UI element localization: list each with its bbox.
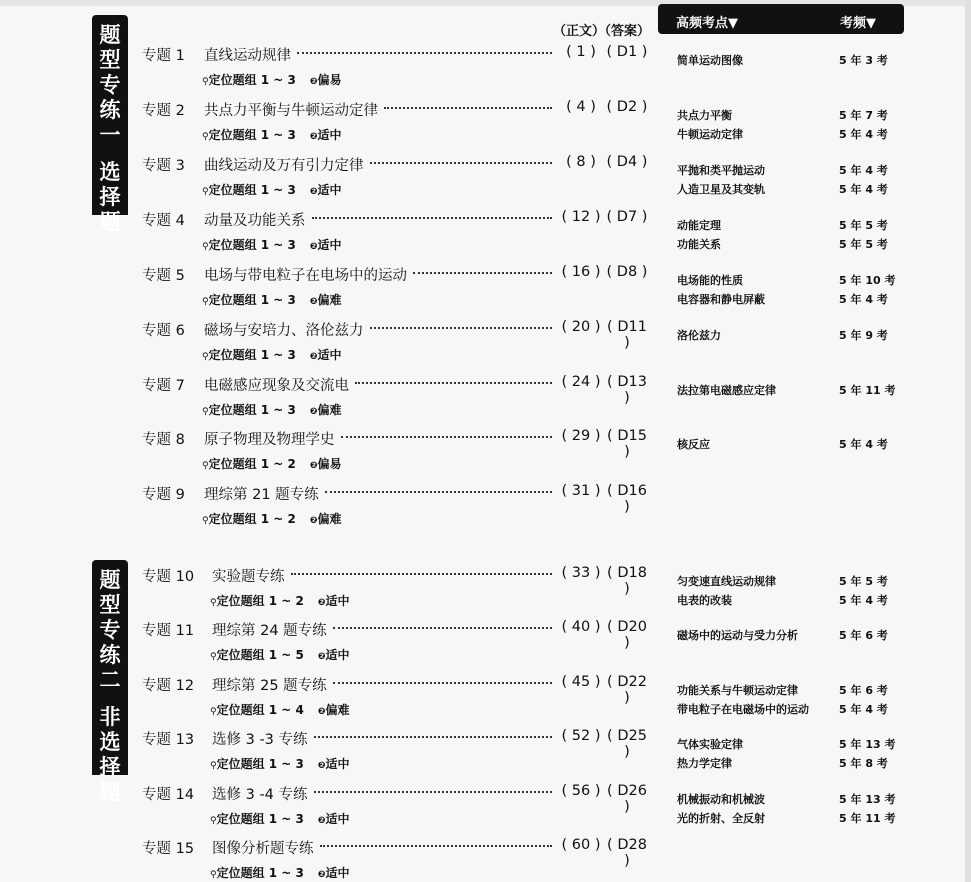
page-number: ( 24 ) bbox=[561, 374, 601, 390]
topic-meta bbox=[210, 810, 350, 827]
hot-point: 洛伦兹力 bbox=[677, 329, 721, 342]
leader-dots bbox=[333, 682, 552, 684]
section-title: 题型专练二 bbox=[99, 568, 121, 692]
hot-point-frequency: 5 年 11 考 bbox=[839, 384, 896, 397]
topic-title[interactable]: 电场与带电粒子在电场中的运动 bbox=[204, 268, 407, 284]
topic-meta bbox=[210, 646, 350, 663]
location-pin-icon: ⚲ bbox=[210, 707, 217, 717]
hot-point-frequency: 5 年 4 考 bbox=[839, 438, 888, 451]
leader-dots bbox=[320, 845, 552, 847]
difficulty bbox=[318, 594, 350, 608]
leader-dots bbox=[314, 791, 552, 793]
answer-page: ( D4 ) bbox=[606, 154, 648, 170]
hot-point: 电容器和静电屏蔽 bbox=[677, 293, 765, 306]
toc-entry[interactable] bbox=[142, 44, 652, 68]
topic-number: 专题 2 bbox=[142, 103, 185, 119]
hot-point-frequency: 5 年 5 考 bbox=[839, 575, 888, 588]
answer-page: ( D13 ) bbox=[607, 374, 647, 406]
location-pin-icon: ⚲ bbox=[210, 870, 217, 880]
topic-title[interactable]: 直线运动规律 bbox=[204, 48, 291, 64]
topic-number: 专题 6 bbox=[142, 323, 185, 339]
hot-point: 人造卫星及其变轨 bbox=[677, 183, 765, 196]
hot-point-frequency: 5 年 4 考 bbox=[839, 164, 888, 177]
group-range: 定位题组 1 ~ 2 bbox=[216, 594, 304, 608]
topic-number: 专题 5 bbox=[142, 268, 185, 284]
answer-page: ( D2 ) bbox=[606, 99, 648, 115]
toc-entry[interactable] bbox=[142, 264, 652, 288]
leader-dots bbox=[341, 436, 552, 438]
group-range: 定位题组 1 ~ 3 bbox=[208, 73, 296, 87]
hot-point-frequency: 5 年 6 考 bbox=[839, 684, 888, 697]
hot-points-header bbox=[658, 4, 904, 34]
difficulty-icon: ❷ bbox=[309, 407, 318, 417]
topic-title[interactable]: 实验题专练 bbox=[212, 569, 285, 585]
toc-entry[interactable] bbox=[142, 99, 652, 123]
location-pin-icon: ⚲ bbox=[210, 761, 217, 771]
toc-entry[interactable] bbox=[142, 319, 652, 351]
hot-point: 磁场中的运动与受力分析 bbox=[677, 629, 798, 642]
hot-point: 带电粒子在电磁场中的运动 bbox=[677, 703, 809, 716]
hot-point: 法拉第电磁感应定律 bbox=[677, 384, 776, 397]
topic-title[interactable]: 图像分析题专练 bbox=[212, 841, 314, 857]
difficulty-label: 适中 bbox=[317, 183, 342, 197]
hot-point-frequency: 5 年 10 考 bbox=[839, 274, 896, 287]
topic-title[interactable]: 电磁感应现象及交流电 bbox=[204, 378, 349, 394]
toc-entry[interactable] bbox=[142, 837, 652, 869]
page-number: ( 56 ) bbox=[561, 783, 601, 799]
toc-entry[interactable] bbox=[142, 154, 652, 178]
hot-point-frequency: 5 年 4 考 bbox=[839, 703, 888, 716]
difficulty-label: 偏易 bbox=[317, 457, 342, 471]
answer-column-header: （答案） bbox=[598, 24, 651, 39]
group-range: 定位题组 1 ~ 4 bbox=[216, 703, 304, 717]
hot-point: 牛顿运动定律 bbox=[677, 128, 743, 141]
topic-meta bbox=[202, 236, 342, 253]
topic-meta bbox=[202, 401, 342, 418]
difficulty-icon: ❷ bbox=[317, 652, 326, 662]
leader-dots bbox=[370, 327, 552, 329]
answer-page: ( D26 ) bbox=[607, 783, 647, 815]
hot-point-frequency: 5 年 6 考 bbox=[839, 629, 888, 642]
topic-title[interactable]: 原子物理及物理学史 bbox=[204, 432, 335, 448]
topic-number: 专题 11 bbox=[142, 623, 195, 639]
difficulty-label: 适中 bbox=[325, 757, 350, 771]
location-pin-icon: ⚲ bbox=[210, 598, 217, 608]
topic-meta bbox=[210, 864, 350, 881]
location-pin-icon: ⚲ bbox=[202, 461, 209, 471]
location-pin-icon: ⚲ bbox=[202, 516, 209, 526]
difficulty-label: 偏难 bbox=[317, 512, 342, 526]
difficulty-label: 适中 bbox=[317, 348, 342, 362]
hot-point: 机械振动和机械波 bbox=[677, 793, 765, 806]
topic-number: 专题 8 bbox=[142, 432, 185, 448]
topic-title[interactable]: 动量及功能关系 bbox=[204, 213, 306, 229]
hot-points-label: 高频考点▼ bbox=[676, 16, 738, 31]
location-pin-icon: ⚲ bbox=[202, 352, 209, 362]
difficulty bbox=[310, 403, 342, 417]
topic-title[interactable]: 理综第 24 题专练 bbox=[212, 623, 327, 639]
page-number: ( 31 ) bbox=[561, 483, 601, 499]
difficulty-label: 适中 bbox=[317, 238, 342, 252]
difficulty bbox=[310, 183, 342, 197]
hot-point: 核反应 bbox=[677, 438, 710, 451]
hot-point-frequency: 5 年 11 考 bbox=[839, 812, 896, 825]
difficulty-icon: ❷ bbox=[317, 598, 326, 608]
hot-point: 电场能的性质 bbox=[677, 274, 743, 287]
hot-point: 平抛和类平抛运动 bbox=[677, 164, 765, 177]
hot-point: 电表的改装 bbox=[677, 594, 732, 607]
group-range: 定位题组 1 ~ 2 bbox=[208, 512, 296, 526]
topic-number: 专题 13 bbox=[142, 732, 195, 748]
topic-meta bbox=[202, 455, 342, 472]
difficulty-label: 适中 bbox=[325, 594, 350, 608]
topic-title[interactable]: 选修 3 -3 专练 bbox=[212, 732, 308, 748]
topic-number: 专题 12 bbox=[142, 678, 195, 694]
difficulty bbox=[318, 812, 350, 826]
group-range: 定位题组 1 ~ 3 bbox=[208, 183, 296, 197]
page-number: ( 16 ) bbox=[561, 264, 601, 280]
difficulty bbox=[310, 73, 342, 87]
hot-point-frequency: 5 年 4 考 bbox=[839, 128, 888, 141]
group-range: 定位题组 1 ~ 3 bbox=[216, 866, 304, 880]
difficulty bbox=[310, 348, 342, 362]
hot-point-frequency: 5 年 3 考 bbox=[839, 54, 888, 67]
toc-entry[interactable] bbox=[142, 783, 652, 815]
topic-number: 专题 3 bbox=[142, 158, 185, 174]
answer-page: ( D20 ) bbox=[607, 619, 647, 651]
difficulty-icon: ❷ bbox=[317, 761, 326, 771]
leader-dots bbox=[314, 736, 552, 738]
topic-meta bbox=[202, 181, 342, 198]
hot-point: 功能关系 bbox=[677, 238, 721, 251]
section-label-1 bbox=[92, 15, 128, 234]
page-number: ( 45 ) bbox=[561, 674, 601, 690]
toc-entry[interactable] bbox=[142, 374, 652, 406]
group-range: 定位题组 1 ~ 3 bbox=[208, 348, 296, 362]
difficulty bbox=[310, 512, 342, 526]
toc-entry[interactable] bbox=[142, 483, 652, 515]
group-range: 定位题组 1 ~ 3 bbox=[208, 403, 296, 417]
hot-point: 匀变速直线运动规律 bbox=[677, 575, 776, 588]
hot-point: 简单运动图像 bbox=[677, 54, 743, 67]
section-label-2 bbox=[92, 560, 128, 804]
difficulty bbox=[310, 457, 342, 471]
topic-title[interactable]: 理综第 25 题专练 bbox=[212, 678, 327, 694]
location-pin-icon: ⚲ bbox=[202, 187, 209, 197]
page-number: ( 40 ) bbox=[561, 619, 601, 635]
difficulty bbox=[310, 238, 342, 252]
hot-point-frequency: 5 年 13 考 bbox=[839, 793, 896, 806]
hot-point-frequency: 5 年 5 考 bbox=[839, 238, 888, 251]
difficulty-icon: ❷ bbox=[309, 132, 318, 142]
difficulty bbox=[318, 648, 350, 662]
section-subtitle: 非选择题 bbox=[99, 705, 121, 804]
answer-page: ( D28 ) bbox=[607, 837, 647, 869]
toc-entry[interactable] bbox=[142, 674, 652, 706]
location-pin-icon: ⚲ bbox=[202, 132, 209, 142]
difficulty-label: 偏难 bbox=[317, 293, 342, 307]
page-column-header: （正文） bbox=[553, 24, 606, 39]
location-pin-icon: ⚲ bbox=[202, 297, 209, 307]
topic-title[interactable]: 磁场与安培力、洛伦兹力 bbox=[204, 323, 364, 339]
toc-entry[interactable] bbox=[142, 428, 652, 460]
difficulty-icon: ❷ bbox=[309, 242, 318, 252]
difficulty-label: 适中 bbox=[325, 866, 350, 880]
leader-dots bbox=[297, 52, 552, 54]
answer-page: ( D25 ) bbox=[607, 728, 647, 760]
difficulty-icon: ❷ bbox=[309, 77, 318, 87]
topic-meta bbox=[202, 291, 342, 308]
location-pin-icon: ⚲ bbox=[210, 652, 217, 662]
topic-meta bbox=[210, 701, 350, 718]
page-number: ( 8 ) bbox=[566, 154, 596, 170]
location-pin-icon: ⚲ bbox=[202, 77, 209, 87]
topic-meta bbox=[202, 510, 342, 527]
difficulty bbox=[310, 293, 342, 307]
difficulty-label: 适中 bbox=[325, 648, 350, 662]
hot-point-frequency: 5 年 5 考 bbox=[839, 219, 888, 232]
page-number: ( 60 ) bbox=[561, 837, 601, 853]
page-number: ( 29 ) bbox=[561, 428, 601, 444]
topic-meta bbox=[202, 346, 342, 363]
topic-meta bbox=[210, 755, 350, 772]
hot-point: 共点力平衡 bbox=[677, 109, 732, 122]
location-pin-icon: ⚲ bbox=[202, 407, 209, 417]
topic-title[interactable]: 选修 3 -4 专练 bbox=[212, 787, 308, 803]
hot-point-frequency: 5 年 9 考 bbox=[839, 329, 888, 342]
difficulty-icon: ❷ bbox=[309, 352, 318, 362]
hot-point: 动能定理 bbox=[677, 219, 721, 232]
topic-number: 专题 7 bbox=[142, 378, 185, 394]
answer-page: ( D1 ) bbox=[606, 44, 648, 60]
leader-dots bbox=[291, 573, 552, 575]
page-number: ( 33 ) bbox=[561, 565, 601, 581]
toc-entry[interactable] bbox=[142, 565, 652, 597]
page-number: ( 52 ) bbox=[561, 728, 601, 744]
answer-page: ( D18 ) bbox=[607, 565, 647, 597]
difficulty bbox=[318, 757, 350, 771]
answer-page: ( D15 ) bbox=[607, 428, 647, 460]
topic-number: 专题 10 bbox=[142, 569, 195, 585]
answer-page: ( D11 ) bbox=[607, 319, 647, 351]
topic-number: 专题 9 bbox=[142, 487, 185, 503]
hot-point-frequency: 5 年 7 考 bbox=[839, 109, 888, 122]
hot-point-frequency: 5 年 4 考 bbox=[839, 293, 888, 306]
answer-page: ( D16 ) bbox=[607, 483, 647, 515]
page-number: ( 20 ) bbox=[561, 319, 601, 335]
difficulty-label: 偏易 bbox=[317, 73, 342, 87]
page-right-edge bbox=[965, 0, 971, 882]
difficulty-icon: ❷ bbox=[309, 187, 318, 197]
difficulty bbox=[310, 128, 342, 142]
difficulty-label: 偏难 bbox=[325, 703, 350, 717]
hot-point-frequency: 5 年 4 考 bbox=[839, 594, 888, 607]
page-number: ( 4 ) bbox=[566, 99, 596, 115]
hot-point-frequency: 5 年 13 考 bbox=[839, 738, 896, 751]
answer-page: ( D22 ) bbox=[607, 674, 647, 706]
answer-page: ( D8 ) bbox=[606, 264, 648, 280]
hot-point: 功能关系与牛顿运动定律 bbox=[677, 684, 798, 697]
frequency-label: 考频▼ bbox=[840, 16, 876, 31]
leader-dots bbox=[312, 217, 552, 219]
answer-page: ( D7 ) bbox=[606, 209, 648, 225]
leader-dots bbox=[370, 162, 552, 164]
toc-entry[interactable] bbox=[142, 619, 652, 651]
difficulty-icon: ❷ bbox=[309, 516, 318, 526]
hot-point-frequency: 5 年 8 考 bbox=[839, 757, 888, 770]
leader-dots bbox=[333, 627, 552, 629]
difficulty-icon: ❷ bbox=[317, 707, 326, 717]
topic-meta bbox=[202, 126, 342, 143]
difficulty-label: 适中 bbox=[325, 812, 350, 826]
difficulty bbox=[318, 703, 350, 717]
toc-entry[interactable] bbox=[142, 728, 652, 760]
difficulty-icon: ❷ bbox=[309, 461, 318, 471]
group-range: 定位题组 1 ~ 3 bbox=[216, 812, 304, 826]
topic-number: 专题 4 bbox=[142, 213, 185, 229]
group-range: 定位题组 1 ~ 3 bbox=[208, 128, 296, 142]
group-range: 定位题组 1 ~ 3 bbox=[208, 238, 296, 252]
topic-number: 专题 14 bbox=[142, 787, 195, 803]
difficulty-label: 适中 bbox=[317, 128, 342, 142]
topic-title[interactable]: 曲线运动及万有引力定律 bbox=[204, 158, 364, 174]
group-range: 定位题组 1 ~ 3 bbox=[208, 293, 296, 307]
difficulty-icon: ❷ bbox=[309, 297, 318, 307]
difficulty-label: 偏难 bbox=[317, 403, 342, 417]
section-subtitle: 选择题 bbox=[99, 160, 121, 234]
topic-meta bbox=[202, 71, 342, 88]
location-pin-icon: ⚲ bbox=[202, 242, 209, 252]
topic-number: 专题 1 bbox=[142, 48, 185, 64]
leader-dots bbox=[384, 107, 552, 109]
leader-dots bbox=[413, 272, 552, 274]
location-pin-icon: ⚲ bbox=[210, 816, 217, 826]
section-title: 题型专练一 bbox=[99, 23, 121, 147]
group-range: 定位题组 1 ~ 3 bbox=[216, 757, 304, 771]
difficulty-icon: ❷ bbox=[317, 870, 326, 880]
hot-point-frequency: 5 年 4 考 bbox=[839, 183, 888, 196]
page-number: ( 1 ) bbox=[566, 44, 596, 60]
leader-dots bbox=[325, 491, 552, 493]
topic-number: 专题 15 bbox=[142, 841, 195, 857]
difficulty bbox=[318, 866, 350, 880]
topic-title[interactable]: 理综第 21 题专练 bbox=[204, 487, 319, 503]
hot-point: 光的折射、全反射 bbox=[677, 812, 765, 825]
hot-point: 热力学定律 bbox=[677, 757, 732, 770]
topic-meta bbox=[210, 592, 350, 609]
toc-entry[interactable] bbox=[142, 209, 652, 233]
topic-title[interactable]: 共点力平衡与牛顿运动定律 bbox=[204, 103, 378, 119]
page-number: ( 12 ) bbox=[561, 209, 601, 225]
hot-point: 气体实验定律 bbox=[677, 738, 743, 751]
group-range: 定位题组 1 ~ 5 bbox=[216, 648, 304, 662]
group-range: 定位题组 1 ~ 2 bbox=[208, 457, 296, 471]
leader-dots bbox=[355, 382, 552, 384]
difficulty-icon: ❷ bbox=[317, 816, 326, 826]
